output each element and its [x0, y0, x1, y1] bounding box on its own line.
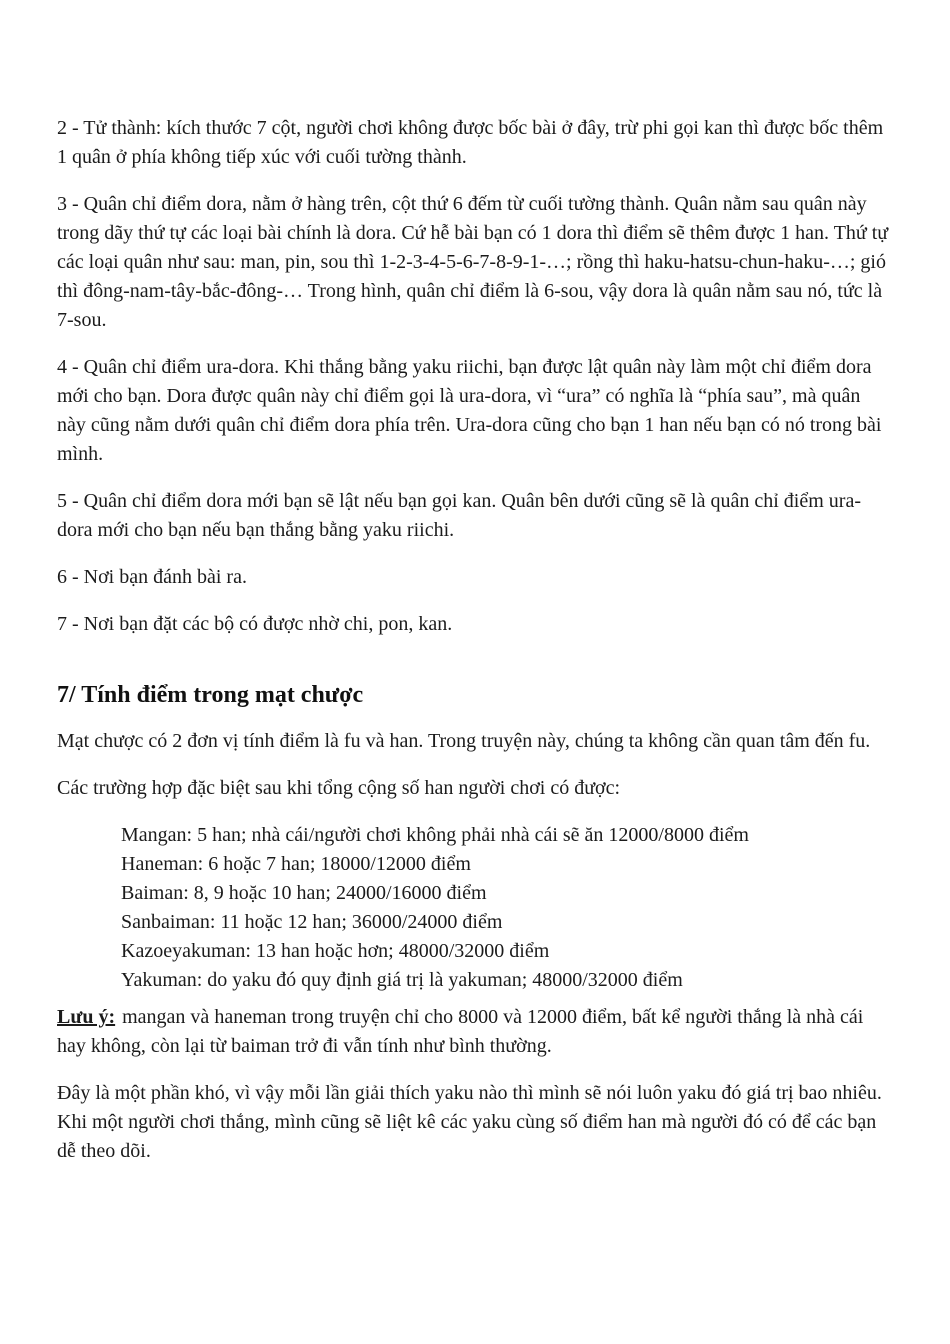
- paragraph-note-5: 5 - Quân chỉ điểm dora mới bạn sẽ lật nếu bạn gọi kan. Quân bên dưới cũng sẽ là quân chỉ điểm ura-dora mới cho bạn nếu bạn thắng bằng yaku riichi.: [57, 490, 861, 541]
- paragraph-note-6: 6 - Nơi bạn đánh bài ra.: [57, 566, 247, 588]
- paragraph-note-7: 7 - Nơi bạn đặt các bộ có được nhờ chi, pon, kan.: [57, 613, 453, 635]
- score-line-sanbaiman: Sanbaiman: 11 hoặc 12 han; 36000/24000 điểm: [121, 911, 503, 933]
- note-label: Lưu ý:: [57, 1006, 116, 1028]
- note-text: mangan và haneman trong truyện chỉ cho 8000 và 12000 điểm, bất kể người thắng là nhà cái hay không, còn lại từ baiman trở đi vẫn tính như bình thường.: [57, 1006, 864, 1057]
- score-line-haneman: Haneman: 6 hoặc 7 han; 18000/12000 điểm: [121, 853, 471, 875]
- paragraph-cases-lead: Các trường hợp đặc biệt sau khi tổng cộng số han người chơi có được:: [57, 777, 621, 799]
- score-line-mangan: Mangan: 5 han; nhà cái/người chơi không phải nhà cái sẽ ăn 12000/8000 điểm: [121, 824, 749, 846]
- score-line-kazoeyakuman: Kazoeyakuman: 13 han hoặc hơn; 48000/32000 điểm: [121, 940, 550, 962]
- score-line-baiman: Baiman: 8, 9 hoặc 10 han; 24000/16000 điểm: [121, 882, 487, 904]
- paragraph-note-3: 3 - Quân chỉ điểm dora, nằm ở hàng trên, cột thứ 6 đếm từ cuối tường thành. Quân nằm sau quân này trong dãy thứ tự các loại bài chính là dora. Cứ hễ bài bạn có 1 dora thì điểm sẽ thêm được 1 han. Thứ tự các loại quân như sau: man, pin, sou thì 1-2-3-4-5-6-7-8-9-1-…; rồng thì haku-hatsu-chun-haku-…; gió thì đông-nam-tây-bắc-đông-… Trong hình, quân chỉ điểm là 6-sou, vậy dora là quân nằm sau nó, tức là 7-sou.: [57, 193, 889, 331]
- score-line-yakuman: Yakuman: do yaku đó quy định giá trị là yakuman; 48000/32000 điểm: [121, 969, 683, 991]
- paragraph-note-2: 2 - Tử thành: kích thước 7 cột, người chơi không được bốc bài ở đây, trừ phi gọi kan thì được bốc thêm 1 quân ở phía không tiếp xúc với cuối tường thành.: [57, 117, 884, 168]
- paragraph-note-4: 4 - Quân chỉ điểm ura-dora. Khi thắng bằng yaku riichi, bạn được lật quân này làm một chỉ điểm dora mới cho bạn. Dora được quân này chỉ điểm gọi là ura-dora, vì “ura” có nghĩa là “phía sau”, mà quân này cũng nằm dưới quân chỉ điểm dora phía trên. Ura-dora cũng cho bạn 1 han nếu bạn có nó trong bài mình.: [57, 356, 882, 465]
- paragraph-note-callout: [57, 1003, 894, 1061]
- paragraph-closing: Đây là một phần khó, vì vậy mỗi lần giải thích yaku nào thì mình sẽ nói luôn yaku đó giá trị bao nhiêu. Khi một người chơi thắng, mình cũng sẽ liệt kê các yaku cùng số điểm han mà người đó có để các bạn dễ theo dõi.: [57, 1082, 882, 1162]
- section-heading: 7/ Tính điểm trong mạt chược: [57, 682, 364, 708]
- score-table: [57, 821, 894, 995]
- paragraph-scoring-intro: Mạt chược có 2 đơn vị tính điểm là fu và han. Trong truyện này, chúng ta không cần quan tâm đến fu.: [57, 730, 871, 752]
